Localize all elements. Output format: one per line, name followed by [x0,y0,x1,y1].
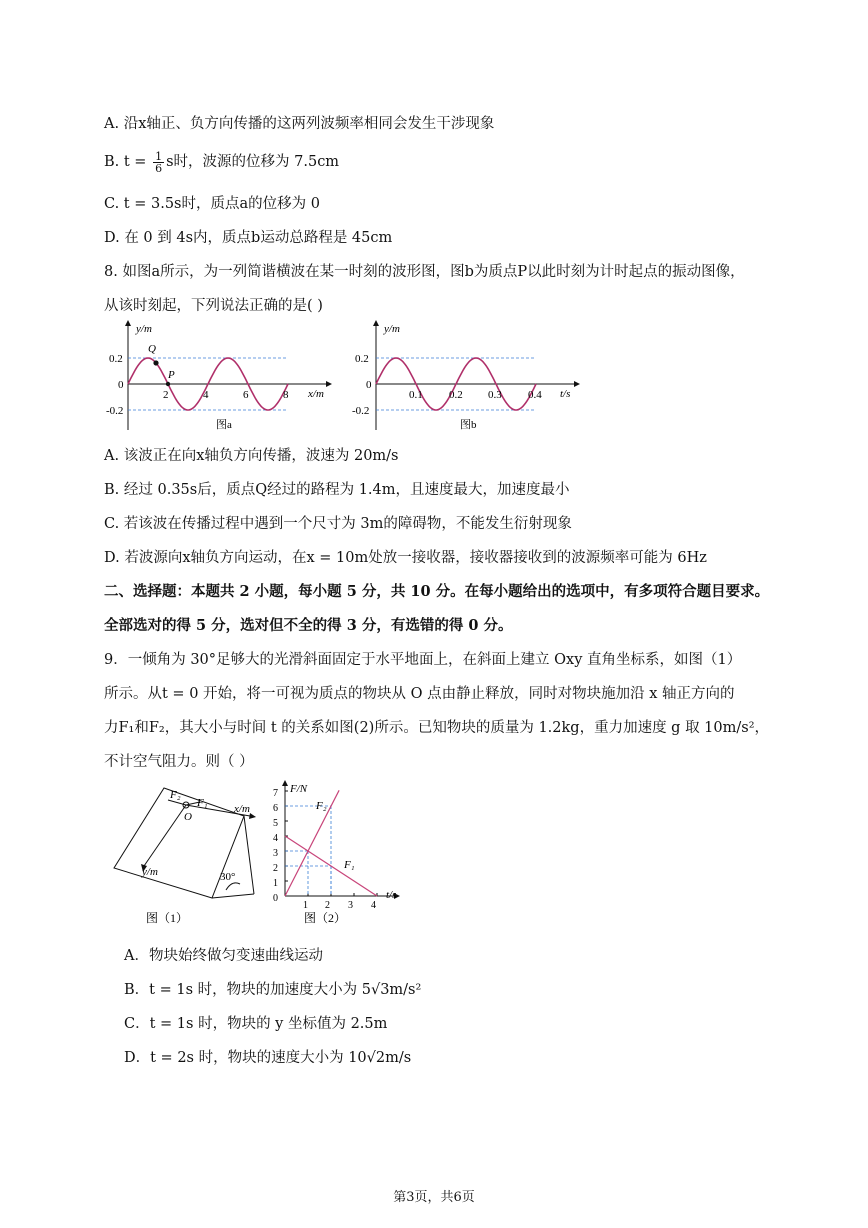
label-p: P [168,369,175,381]
label-f1: F₁ [197,797,208,809]
figure-1-caption: 图（1） [146,911,189,925]
q9-option-c: C．t = 1s 时，物块的 y 坐标值为 2.5m [124,1016,388,1032]
section2-heading-line2: 全部选对的得 5 分，选对但不全的得 3 分，有选错的得 0 分。 [104,617,513,634]
y-axis-arrow [373,320,379,326]
t-tick-0.2: 0.2 [449,389,463,401]
fraction-denominator: 6 [155,161,163,175]
q7-option-b-suffix: s时，波源的位移为 7.5cm [166,154,340,170]
q8-stem-line1: 8. 如图a所示，为一列简谐横波在某一时刻的波形图，图b为质点P以此时刻为计时起点的振动图像， [104,264,745,280]
y-tick-neg0.2: -0.2 [106,405,124,417]
t-tick-2: 2 [325,900,330,911]
figure-b-caption: 图b [460,419,477,431]
q7-option-a: A. 沿x轴正、负方向传播的这两列波频率相同会发生干涉现象 [104,116,495,132]
label-f1: F₁ [344,859,355,871]
y-axis-arrow [125,320,131,326]
y-tick-neg0.2: -0.2 [352,405,370,417]
t-axis-arrow [574,381,580,387]
label-q: Q [148,343,156,355]
f-axis-arrow [282,780,288,786]
y-tick-0: 0 [118,379,124,391]
page-footer: 第3页，共6页 [393,1190,475,1205]
x-axis-arrow [326,381,332,387]
f-tick-3: 3 [273,848,278,859]
section2-heading-line1: 二、选择题：本题共 2 小题，每小题 5 分，共 10 分。在每小题给出的选项中，有多项符合题目要求。 [104,583,770,600]
q8-stem-line2: 从该时刻起，下列说法正确的是( ) [104,298,323,314]
x-axis-label: x/m [308,388,324,400]
q9-stem-line4: 不计空气阻力。则（ ） [104,754,254,770]
q7-option-c: C. t = 3.5s时，质点a的位移为 0 [104,196,320,212]
y-axis-label: y/m [384,323,400,335]
fraction-numerator: 1 [155,149,163,163]
label-y: y/m [142,866,158,878]
t-tick-0.4: 0.4 [528,389,542,401]
q8-option-b: B. 经过 0.35s后，质点Q经过的路程为 1.4m，且速度最大，加速度最小 [104,482,570,498]
label-f2: F₂ [316,800,327,812]
y-tick-0.2: 0.2 [355,353,369,365]
f-tick-5: 5 [273,818,278,829]
q9-stem-line3: 力F₁和F₂，其大小与时间 t 的关系如图(2)所示。已知物块的质量为 1.2kg，重力加速度 g 取 10m/s²， [104,720,770,736]
label-angle: 30° [220,871,236,883]
figure-a-wave-graph [108,318,340,436]
y-tick-0.2: 0.2 [109,353,123,365]
incline-edge [244,816,254,894]
x-tick-6: 6 [243,389,249,401]
t-axis-label: t/s [560,388,571,400]
x-tick-4: 4 [203,389,209,401]
x-tick-8: 8 [283,389,289,401]
point-q [153,360,158,365]
q8-option-c: C. 若该波在传播过程中遇到一个尺寸为 3m的障碍物，不能发生衍射现象 [104,516,572,532]
t-tick-3: 3 [348,900,353,911]
q9-option-b: B．t = 1s 时，物块的加速度大小为 5√3m/s² [124,982,422,998]
point-p [166,382,170,386]
y-axis-label: y/m [136,323,152,335]
f-tick-0: 0 [273,893,278,904]
f-tick-2: 2 [273,863,278,874]
q9-stem-line1: 9．一倾角为 30°足够大的光滑斜面固定于水平地面上，在斜面上建立 Oxy 直角坐标系，如图（1） [104,652,742,668]
q8-option-a: A. 该波正在向x轴负方向传播，波速为 20m/s [104,448,399,464]
t-tick-0.1: 0.1 [409,389,423,401]
x-tick-2: 2 [163,389,169,401]
f-tick-7: 7 [273,788,278,799]
label-o: O [184,811,192,823]
f-axis-label: F/N [290,783,308,795]
q8-option-d: D. 若波源向x轴负方向运动，在x = 10m处放一接收器，接收器接收到的波源频率可能为 6Hz [104,550,707,566]
q7-option-d: D. 在 0 到 4s内，质点b运动总路程是 45cm [104,230,393,246]
label-x: x/m [234,803,250,815]
figure-1-incline [104,780,274,928]
q7-option-b [104,150,339,174]
y-tick-0: 0 [366,379,372,391]
incline-base-edge [212,894,254,898]
q9-option-d: D．t = 2s 时，物块的速度大小为 10√2m/s [124,1050,412,1066]
figure-2-caption: 图（2） [304,911,347,925]
f-tick-1: 1 [273,878,278,889]
t-tick-1: 1 [303,900,308,911]
x-axis-arrow [249,813,256,819]
q9-stem-line2: 所示。从t = 0 开始，将一可视为质点的物块从 O 点由静止释放，同时对物块施加沿 x 轴正方向的 [104,686,735,702]
fraction [153,151,164,174]
figure-2-force-time-graph [268,780,408,928]
f-tick-4: 4 [273,833,278,844]
f-tick-6: 6 [273,803,278,814]
label-f2: F₂ [170,789,181,801]
q9-option-a: A．物块始终做匀变速曲线运动 [124,948,323,964]
q7-option-b-prefix: B. t = [104,154,152,170]
figure-b-vibration-graph [352,318,586,436]
t-axis-label: t/s [386,889,397,901]
y-axis-line [144,805,186,866]
angle-arc [226,883,240,890]
t-tick-0.3: 0.3 [488,389,502,401]
t-tick-4: 4 [371,900,376,911]
figure-a-caption: 图a [216,419,232,431]
